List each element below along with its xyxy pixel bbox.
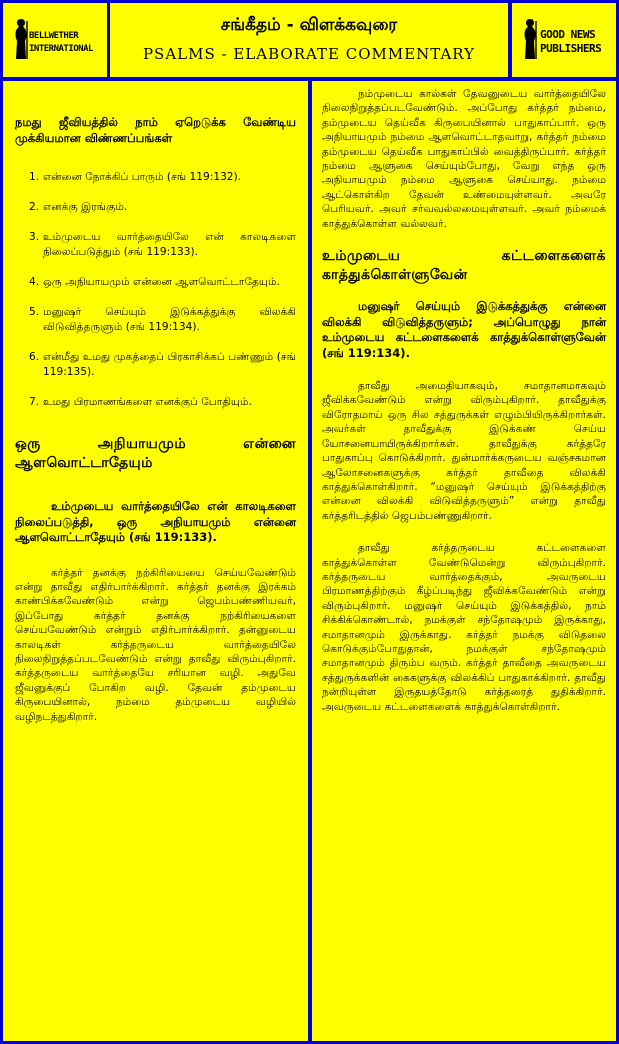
bellwether-logo (3, 3, 107, 77)
logo-right-line2: PUBLISHERS (540, 42, 602, 55)
page-title-english: PSALMS - ELABORATE COMMENTARY (142, 45, 476, 63)
right-column (312, 81, 616, 1041)
logo-left-line1: BELLWETHER (29, 31, 79, 41)
left-column (3, 81, 308, 1041)
list-item: 6. என்மீது உமது முகத்தைப் பிரகாசிக்கப் பண்ணும் (சங் 119:135). (29, 351, 296, 378)
commentary-paragraph: நம்முடைய கால்கள் தேவனுடைய வார்த்தையிலே நிலைநிறுத்தப்படவேண்டும். அப்போது கர்த்தர் நம்மை, தம்முடைய தெய்வீக கிருபையினால் பாதுகாப்பார். ஒரு அநியாயமும் நம்மை ஆளவொட்டாதவாறு, கர்த்தர் நம்மை தம்முடைய தெய்வீக பாதுகாப்பில் வைத்திருப்பார். கர்த்தர் நம்மை ஆளுகை செய்யும்போது, வேறு எந்த ஒரு அநியாயமும் நம்மை ஆளுகை செய்யாது. நம்மை ஆட்கொள்கிற தேவன் உண்மையுள்ளவர். அவரே பெரியவர். அவர் சர்வவல்லமையுள்ளவர். அவர் நம்மைக் காத்துக்கொள்ள வல்லவர். (322, 88, 606, 230)
list-item: 5. மனுஷர் செய்யும் இடுக்கத்துக்கு விலக்கி விடுவித்தருளும் (சங் 119:134). (29, 306, 296, 333)
title-banner (110, 3, 508, 77)
commentary-paragraph: கர்த்தர் தனக்கு நற்கிரியையை செய்யவேண்டும் என்று தாவீது எதிர்பார்க்கிறார். கர்த்தர் தனக்கு இரக்கம் காண்பிக்கவேண்டும் என்று ஜெபம்பண்ணியவர், இப்போது கர்த்தர் தனக்கு நற்கிரியைகளை செய்யவேண்டும் என்றும் எதிர்பார்க்கிறார். தன்னுடைய காலடிகள் கர்த்தருடைய வார்த்தையிலே நிலைநிறுத்தப்படவேண்டும் என்று தாவீது விரும்புகிறார். கர்த்தருடைய வார்த்தையே சரியான வழி. அதுவே ஜீவனுக்குப் போகிற வழி. தேவன் தம்முடைய கிருபையினால், நம்மை தம்முடைய வழியில் வழிநடத்துகிறார். (15, 566, 296, 723)
logo-left-line2: INTERNATIONAL (29, 44, 93, 54)
section-heading: உம்முடைய கட்டளைகளைக் காத்துக்கொள்ளுவேன் (322, 248, 606, 284)
list-item: 3. உம்முடைய வார்த்தையிலே என் காலடிகளை நிலைப்படுத்தும் (சங் 119:133). (29, 231, 296, 258)
section-heading: ஒரு அநியாயமும் என்னை ஆளவொட்டாதேயும் (15, 436, 296, 471)
list-item: 7. உமது பிரமாணங்களை எனக்குப் போதியும். (29, 396, 252, 408)
requests-list (15, 170, 296, 410)
list-item: 4. ஒரு அநியாயமும் என்னை ஆளவொட்டாதேயும். (29, 276, 280, 288)
page-title-tamil: சங்கீதம் - விளக்கவுரை (220, 15, 398, 35)
scripture-verse: மனுஷர் செய்யும் இடுக்கத்துக்கு என்னை விலக்கி விடுவித்தருளும்; அப்பொழுது நான் உம்முடைய கட்டளைகளைக் காத்துக்கொள்ளுவேன் (சங் 119:134). (322, 299, 606, 360)
requests-heading: நமது ஜீவியத்தில் நாம் ஏறெடுக்க வேண்டிய முக்கியமான விண்ணப்பங்கள் (15, 115, 296, 145)
list-item: 1. என்னை நோக்கிப் பாரும் (சங் 119:132). (29, 171, 242, 183)
good-news-logo (512, 3, 616, 77)
shepherd-icon (13, 17, 29, 61)
shepherd-icon (522, 17, 538, 61)
logo-right-line1: GOOD NEWS (540, 28, 596, 41)
scripture-verse: உம்முடைய வார்த்தையிலே என் காலடிகளை நிலைப்படுத்தி, ஒரு அநியாயமும் என்னை ஆளவொட்டாதேயும் (சங் 119:133). (15, 499, 296, 544)
commentary-paragraph: தாவீது கர்த்தருடைய கட்டளைகளை காத்துக்கொள்ள வேண்டுமென்று விரும்புகிறார். கர்த்தருடைய வார்த்தைக்கும், அவருடைய பிரமாணத்திற்கும் கீழ்ப்படிந்து ஜீவிக்கவேண்டும் என்று விரும்புகிறார். மனுஷர் செய்யும் இடுக்கத்தில், நாம் சிக்கிக்கொண்டால், நமக்குள் சந்தோஷமும் இருக்காது, சமாதானமும் இருக்காது. கர்த்தர் நமக்கு விடுதலை கொடுக்கும்போதுதான், நமக்குள் சந்தோஷமும் சமாதானமும் திரும்ப வரும். கர்த்தர் தாவீதை அவருடைய சத்துருக்களின் கைகளுக்கு விலக்கிப் பாதுகாக்கிறார். தாவீது நன்றியுள்ள இருதயத்தோடு கர்த்தரைத் துதிக்கிறார். அவருடைய கட்டளைகளைக் காத்துக்கொள்கிறார். (322, 542, 606, 713)
commentary-paragraph: தாவீது அமைதியாகவும், சமாதானமாகவும் ஜீவிக்கவேண்டும் என்று விரும்புகிறார். தாவீதுக்கு விரோதமாய் ஒரு சில சத்துருக்கள் எழும்பியிருக்கிறார்கள். அவர்கள் தாவீதுக்கு இடுக்கண் செய்ய யோசனையாயிருக்கிறார்கள். தாவீதுக்கு கர்த்தரே பாதுகாப்பு கொடுக்கிறார். துன்மார்க்கருடைய வஞ்சகமான ஆலோசனைகளுக்கு கர்த்தர் தாவீதை விலக்கி காத்துக்கொள்கிறார். “மனுஷர் செய்யும் இடுக்கத்திற்கு என்னை விலக்கி விடுவித்தருளும்” என்று தாவீது கர்த்தரிடத்தில் ஜெபம்பண்ணுகிறார். (322, 380, 606, 522)
list-item: 2. எனக்கு இரங்கும். (29, 201, 128, 213)
